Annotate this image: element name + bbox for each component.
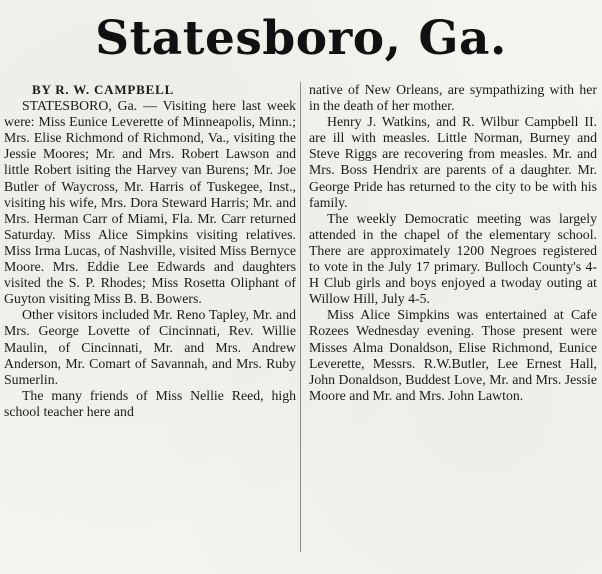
left-column — [4, 82, 296, 420]
right-column — [309, 82, 597, 404]
paragraph-nellie-reed-cont: native of New Orleans, are sympathizing with her in the death of her mother. — [309, 82, 597, 114]
paragraph-democratic-meeting: The weekly Democratic meeting was largely attended in the chapel of the elementary school. There are approximately 1200 Negroes registered to vote in the July 17 primary. Bulloch County's 4-H Club girls and boys enjoyed a twoday outing at Willow Hill, July 4-5. — [309, 210, 597, 307]
headline: Statesboro, Ga. — [95, 11, 507, 66]
paragraph-visitors: STATESBORO, Ga. — Visiting here last week were: Miss Eunice Leverette of Minneapolis, Minn.; Mrs. Elise Richmond of Richmond, Va., visiting the Jessie Moores; Mr. and Mrs. Robert Lawson and little Robert isiting the Harvey van Burens; Mr. Joe Butler of Waycross, Mr. Harris of Tuskegee, Inst., visiting his wife, Mrs. Dora Steward Harris; Mr. and Mrs. Herman Carr of Miami, Fla. Mr. Carr returned Saturday. Miss Alice Simpkins visiting relatives. Miss Irma Lucas, of Nashville, visited Miss Bernyce Moore. Mrs. Eddie Lee Edwards and daughters visited the S. P. Rhodes; Miss Rosetta Oliphant of Guyton visiting Miss B. B. Bowers. — [4, 98, 296, 307]
paragraph-nellie-reed-start: The many friends of Miss Nellie Reed, high school teacher here and — [4, 387, 296, 419]
column-divider — [300, 82, 301, 552]
paragraph-cafe-rozees: Miss Alice Simpkins was entertained at Cafe Rozees Wednesday evening. Those present were Misses Alma Donaldson, Elise Richmond, Eunice Leverette, Messrs. R.W.Butler, Lee Ernest Hall, John Donaldson, Buddest Love, Mr. and Mrs. Jessie Moore and Mr. and Mrs. John Lawton. — [309, 307, 597, 403]
paragraph-other-visitors: Other visitors included Mr. Reno Tapley, Mr. and Mrs. George Lovette of Cincinnati, Rev. Willie Maulin, of Cincinnati, Mr. and Mrs. Andrew Anderson, Mr. Comart of Savannah, and Mrs. Ruby Sumerlin. — [4, 307, 296, 387]
paragraph-measles: Henry J. Watkins, and R. Wilbur Campbell II. are ill with measles. Little Norman, Burney and Steve Riggs are recovering from measles. Mr. and Mrs. Boss Hendrix are parents of a daughter. Mr. George Pride has returned to the city to be with his family. — [309, 114, 597, 210]
byline: BY R. W. CAMPBELL — [32, 82, 175, 97]
